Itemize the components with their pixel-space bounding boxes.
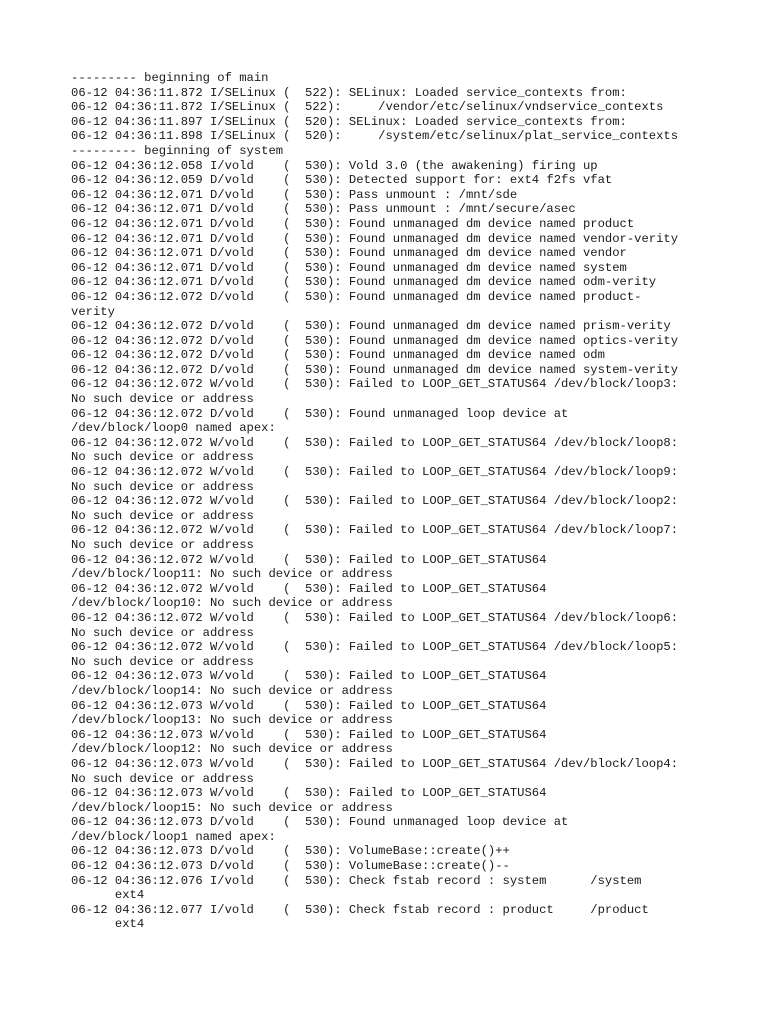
log-line: 06-12 04:36:12.058 I/vold ( 530): Vold 3.0 (the awakening) firing up [71, 158, 598, 173]
log-line: 06-12 04:36:12.072 W/vold ( 530): Failed to LOOP_GET_STATUS64 [71, 552, 547, 567]
log-line: 06-12 04:36:12.076 I/vold ( 530): Check fstab record : system /system [71, 873, 642, 888]
log-line: /dev/block/loop10: No such device or address [71, 596, 393, 611]
log-line: No such device or address [71, 392, 254, 407]
log-line: No such device or address [71, 508, 254, 523]
log-line: 06-12 04:36:12.059 D/vold ( 530): Detected support for: ext4 f2fs vfat [71, 173, 613, 188]
log-line: 06-12 04:36:12.073 W/vold ( 530): Failed to LOOP_GET_STATUS64 /dev/block/loop4: [71, 756, 679, 771]
log-line: 06-12 04:36:12.073 D/vold ( 530): VolumeBase::create()++ [71, 844, 510, 859]
log-line: 06-12 04:36:12.071 D/vold ( 530): Found unmanaged dm device named vendor-verity [71, 231, 679, 246]
log-line: 06-12 04:36:11.872 I/SELinux ( 522): SELinux: Loaded service_contexts from: [71, 85, 627, 100]
log-line: 06-12 04:36:12.071 D/vold ( 530): Pass unmount : /mnt/sde [71, 187, 518, 202]
log-line: 06-12 04:36:12.071 D/vold ( 530): Found unmanaged dm device named product [71, 216, 635, 231]
log-line: 06-12 04:36:11.872 I/SELinux ( 522): /vendor/etc/selinux/vndservice_contexts [71, 100, 664, 115]
log-line: verity [71, 304, 115, 319]
log-line: 06-12 04:36:12.072 D/vold ( 530): Found unmanaged dm device named product- [71, 289, 642, 304]
log-line: 06-12 04:36:12.072 W/vold ( 530): Failed to LOOP_GET_STATUS64 /dev/block/loop5: [71, 640, 679, 655]
log-line: /dev/block/loop11: No such device or address [71, 567, 393, 582]
log-line: --------- beginning of system [71, 143, 284, 158]
log-line: 06-12 04:36:12.073 W/vold ( 530): Failed to LOOP_GET_STATUS64 [71, 786, 547, 801]
log-line: 06-12 04:36:12.072 W/vold ( 530): Failed to LOOP_GET_STATUS64 /dev/block/loop6: [71, 610, 679, 625]
log-line: No such device or address [71, 479, 254, 494]
log-line: 06-12 04:36:12.072 D/vold ( 530): Found unmanaged loop device at [71, 406, 569, 421]
log-line: 06-12 04:36:12.071 D/vold ( 530): Pass unmount : /mnt/secure/asec [71, 202, 576, 217]
log-line: 06-12 04:36:12.073 D/vold ( 530): Found unmanaged loop device at [71, 815, 569, 830]
log-document [71, 71, 731, 932]
log-line: 06-12 04:36:11.898 I/SELinux ( 520): /system/etc/selinux/plat_service_contexts [71, 129, 679, 144]
log-line: 06-12 04:36:12.072 W/vold ( 530): Failed to LOOP_GET_STATUS64 /dev/block/loop3: [71, 377, 679, 392]
log-line: 06-12 04:36:12.072 W/vold ( 530): Failed to LOOP_GET_STATUS64 /dev/block/loop2: [71, 494, 679, 509]
log-line: 06-12 04:36:12.072 W/vold ( 530): Failed to LOOP_GET_STATUS64 [71, 581, 547, 596]
log-line: 06-12 04:36:12.072 D/vold ( 530): Found unmanaged dm device named optics-verity [71, 333, 679, 348]
log-line: 06-12 04:36:12.071 D/vold ( 530): Found unmanaged dm device named vendor [71, 246, 627, 261]
log-line: 06-12 04:36:12.073 D/vold ( 530): VolumeBase::create()-- [71, 859, 510, 874]
log-line: 06-12 04:36:12.072 D/vold ( 530): Found unmanaged dm device named prism-verity [71, 319, 671, 334]
log-line: --------- beginning of main [71, 71, 269, 85]
log-line: 06-12 04:36:12.072 W/vold ( 530): Failed to LOOP_GET_STATUS64 /dev/block/loop8: [71, 435, 679, 450]
log-line: 06-12 04:36:12.072 D/vold ( 530): Found unmanaged dm device named odm [71, 348, 605, 363]
log-line: 06-12 04:36:12.071 D/vold ( 530): Found unmanaged dm device named system [71, 260, 627, 275]
log-line: No such device or address [71, 538, 254, 552]
log-line: /dev/block/loop12: No such device or address [71, 742, 393, 757]
log-line: No such device or address [71, 450, 254, 465]
log-line: 06-12 04:36:12.072 D/vold ( 530): Found unmanaged dm device named system-verity [71, 362, 679, 377]
log-line: /dev/block/loop15: No such device or address [71, 800, 393, 815]
log-line: /dev/block/loop0 named apex: [71, 421, 276, 436]
log-line: 06-12 04:36:12.072 W/vold ( 530): Failed to LOOP_GET_STATUS64 /dev/block/loop7: [71, 523, 679, 538]
log-line: No such device or address [71, 771, 254, 786]
log-line: 06-12 04:36:11.897 I/SELinux ( 520): SELinux: Loaded service_contexts from: [71, 114, 627, 129]
log-line: 06-12 04:36:12.073 W/vold ( 530): Failed to LOOP_GET_STATUS64 [71, 698, 547, 713]
log-line: /dev/block/loop13: No such device or address [71, 713, 393, 728]
log-line: No such device or address [71, 654, 254, 669]
log-line: /dev/block/loop1 named apex: [71, 829, 276, 844]
log-line: 06-12 04:36:12.077 I/vold ( 530): Check fstab record : product /product [71, 902, 649, 917]
log-line: /dev/block/loop14: No such device or address [71, 683, 393, 698]
log-line: 06-12 04:36:12.073 W/vold ( 530): Failed to LOOP_GET_STATUS64 [71, 669, 547, 684]
log-line: ext4 [71, 917, 145, 932]
log-line: No such device or address [71, 625, 254, 640]
log-line: 06-12 04:36:12.073 W/vold ( 530): Failed to LOOP_GET_STATUS64 [71, 727, 547, 742]
log-line: ext4 [71, 888, 145, 903]
log-line: 06-12 04:36:12.071 D/vold ( 530): Found unmanaged dm device named odm-verity [71, 275, 657, 290]
log-line: 06-12 04:36:12.072 W/vold ( 530): Failed to LOOP_GET_STATUS64 /dev/block/loop9: [71, 465, 679, 480]
